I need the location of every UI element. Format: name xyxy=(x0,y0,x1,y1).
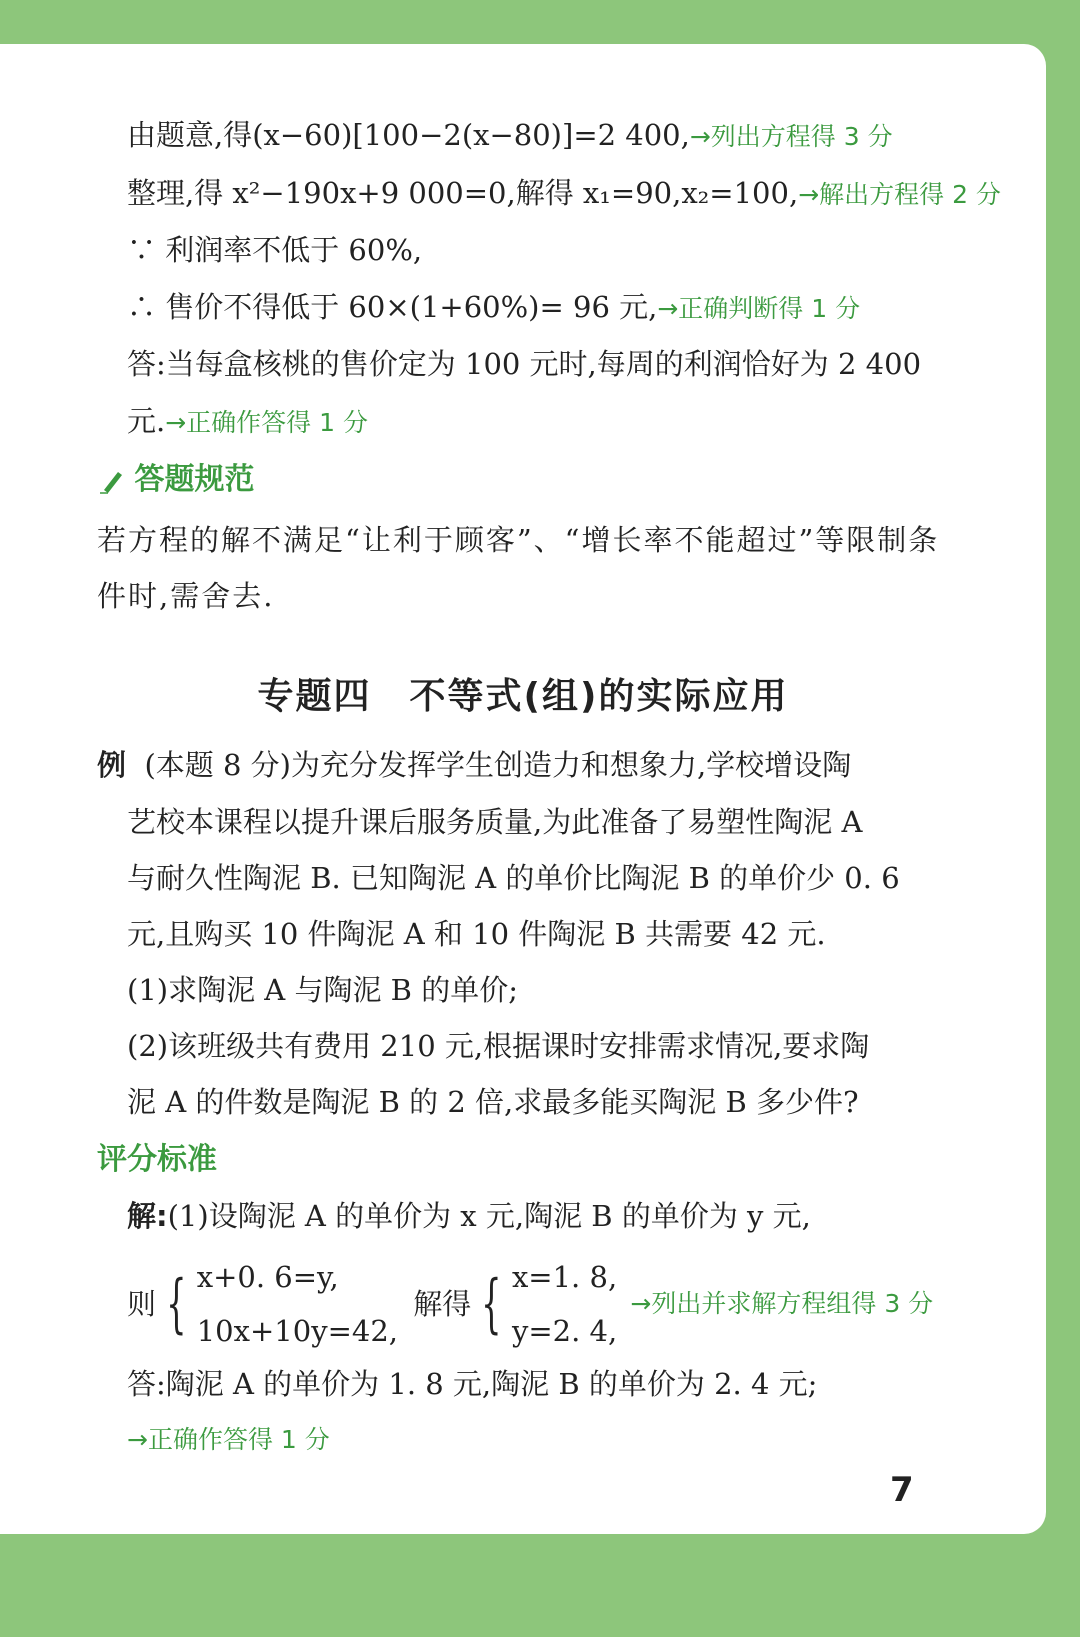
example-line: (2)该班级共有费用 210 元,根据课时安排需求情况,要求陶 xyxy=(127,1029,870,1063)
pencil-icon xyxy=(98,468,124,494)
score-note: →列出方程得 3 分 xyxy=(689,122,893,151)
solution-line xyxy=(127,346,921,382)
example-label: 例 xyxy=(97,748,127,782)
norm-heading xyxy=(98,462,254,498)
answer-line: 答:陶泥 A 的单价为 1. 8 元,陶泥 B 的单价为 2. 4 元; xyxy=(127,1367,818,1401)
solve-word: 解得 xyxy=(413,1287,472,1321)
brace: { xyxy=(481,1267,502,1341)
solution-line xyxy=(127,289,860,327)
equation: x+0. 6=y, xyxy=(196,1260,339,1294)
norm-heading-text: 答题规范 xyxy=(134,462,255,497)
solve-label: 解: xyxy=(127,1199,168,1233)
page-number: 7 xyxy=(890,1470,914,1510)
grading-heading: 评分标准 xyxy=(97,1142,217,1177)
line-text: ∵ 利润率不低于 60%, xyxy=(127,233,423,267)
solution-line xyxy=(127,403,368,441)
score-note: →列出并求解方程组得 3 分 xyxy=(630,1289,934,1318)
score-note: →正确判断得 1 分 xyxy=(657,294,861,323)
brace: { xyxy=(166,1267,187,1341)
example-line: 与耐久性陶泥 B. 已知陶泥 A 的单价比陶泥 B 的单价少 0. 6 xyxy=(127,861,900,895)
line-text: ∴ 售价不得低于 60×(1+60%)= 96 元, xyxy=(127,290,658,324)
line-text: (本题 8 分)为充分发挥学生创造力和想象力,学校增设陶 xyxy=(144,748,852,782)
equation-system xyxy=(127,1250,933,1358)
solution: x=1. 8, xyxy=(511,1260,618,1294)
example-line xyxy=(97,747,851,783)
norm-text: 若方程的解不满足“让利于顾客”、“增长率不能超过”等限制条 xyxy=(97,523,940,557)
solution-line xyxy=(127,232,422,268)
example-line: 元,且购买 10 件陶泥 A 和 10 件陶泥 B 共需要 42 元. xyxy=(127,917,826,951)
line-text: 由题意,得(x−60)[100−2(x−80)]=2 400, xyxy=(127,118,690,152)
solution-line xyxy=(127,175,1001,213)
line-text: 整理,得 x²−190x+9 000=0,解得 x₁=90,x₂=100, xyxy=(127,176,799,210)
score-note: →解出方程得 2 分 xyxy=(798,180,1001,209)
norm-text: 件时,需舍去. xyxy=(97,579,275,613)
example-line: 泥 A 的件数是陶泥 B 的 2 倍,求最多能买陶泥 B 多少件? xyxy=(127,1085,859,1119)
line-text: (1)设陶泥 A 的单价为 x 元,陶泥 B 的单价为 y 元, xyxy=(167,1199,811,1233)
section-title: 专题四 不等式(组)的实际应用 xyxy=(257,676,789,717)
solution: y=2. 4, xyxy=(511,1314,618,1348)
line-text: 答:当每盒核桃的售价定为 100 元时,每周的利润恰好为 2 400 xyxy=(127,347,922,381)
score-note: →正确作答得 1 分 xyxy=(165,408,368,437)
solution-line xyxy=(127,117,893,155)
score-note: →正确作答得 1 分 xyxy=(127,1425,330,1454)
grading-line xyxy=(127,1198,811,1234)
line-text: 元. xyxy=(127,404,166,438)
example-line: 艺校本课程以提升课后服务质量,为此准备了易塑性陶泥 A xyxy=(127,805,863,839)
example-line: (1)求陶泥 A 与陶泥 B 的单价; xyxy=(127,973,518,1007)
equation: 10x+10y=42, xyxy=(196,1314,398,1348)
then-word: 则 xyxy=(127,1287,157,1321)
equations xyxy=(197,1250,398,1358)
solutions xyxy=(512,1250,617,1358)
